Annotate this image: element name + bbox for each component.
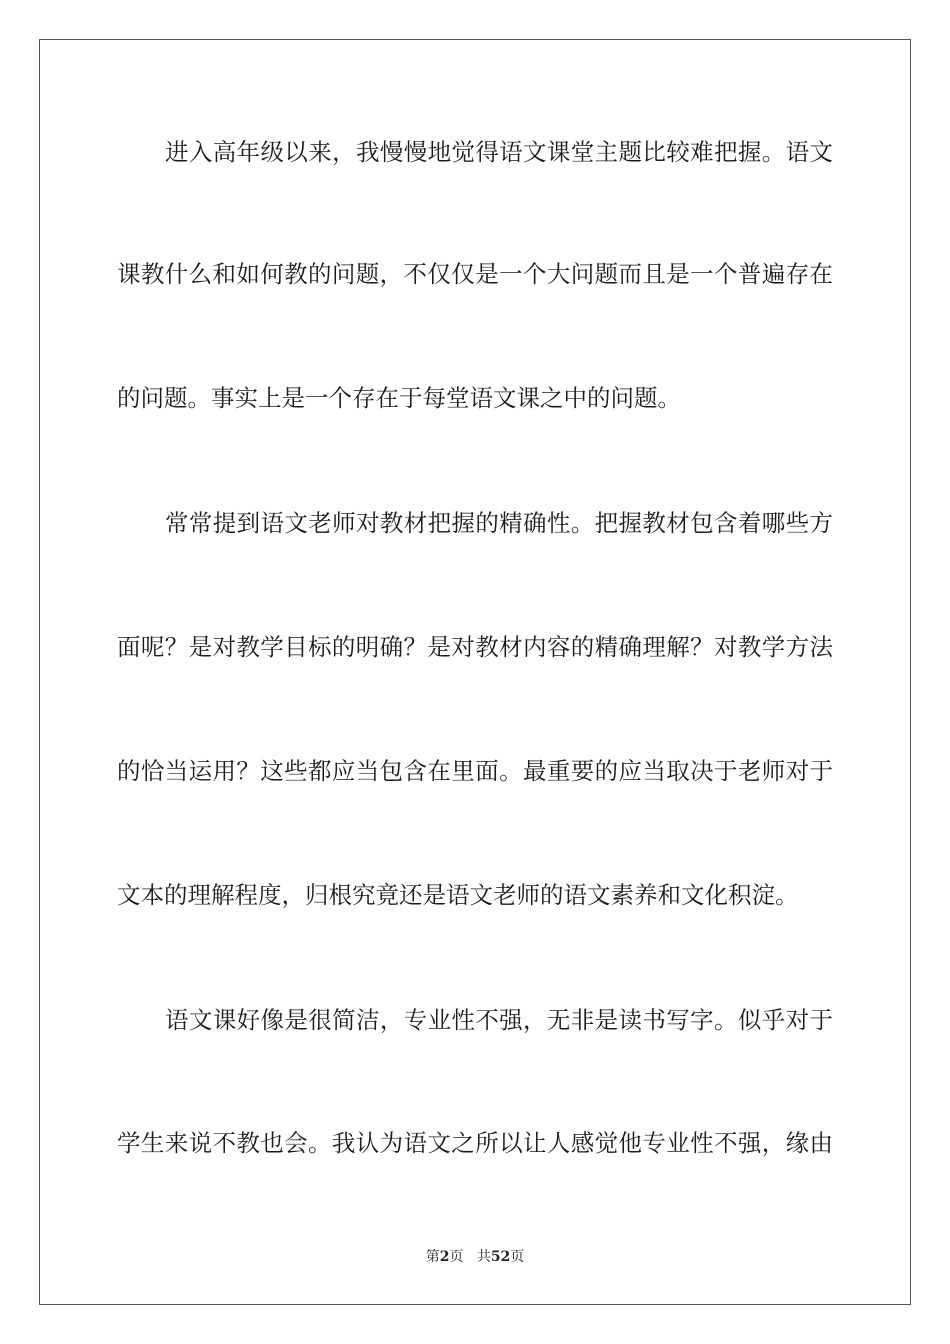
page-number: 2 xyxy=(439,1249,450,1265)
page-label-prefix: 第 xyxy=(425,1249,440,1265)
total-label-suffix: 页 xyxy=(510,1249,525,1265)
text-line: 进入高年级以来，我慢慢地觉得语文课堂主题比较难把握。语文 xyxy=(165,138,833,166)
text-line: 文本的理解程度，归根究竟还是语文老师的语文素养和文化积淀。 xyxy=(117,881,799,909)
text-line: 的恰当运用？这些都应当包含在里面。最重要的应当取决于老师对于 xyxy=(117,757,833,785)
text-line: 面呢？是对教学目标的明确？是对教材内容的精确理解？对教学方法 xyxy=(117,633,833,661)
text-line: 常常提到语文老师对教材把握的精确性。把握教材包含着哪些方 xyxy=(165,509,833,537)
page-footer xyxy=(0,1248,950,1266)
page-label-suffix: 页 xyxy=(449,1249,464,1265)
total-pages: 52 xyxy=(490,1249,511,1265)
page-border xyxy=(39,39,911,1305)
total-label-prefix: 共 xyxy=(476,1249,491,1265)
text-line: 学生来说不教也会。我认为语文之所以让人感觉他专业性不强，缘由 xyxy=(117,1129,833,1157)
text-line: 语文课好像是很简洁，专业性不强，无非是读书写字。似乎对于 xyxy=(165,1006,833,1034)
text-line: 的问题。事实上是一个存在于每堂语文课之中的问题。 xyxy=(117,384,681,412)
text-line: 课教什么和如何教的问题，不仅仅是一个大问题而且是一个普遍存在 xyxy=(117,260,833,288)
